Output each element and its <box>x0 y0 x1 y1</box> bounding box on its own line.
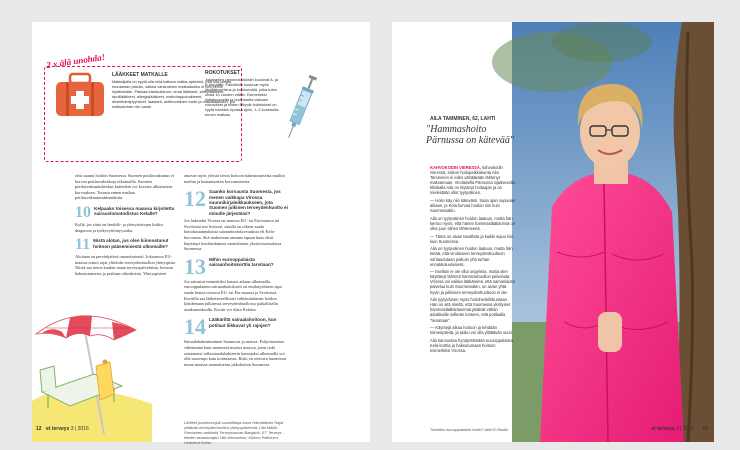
question-11 <box>75 238 179 252</box>
left-page <box>32 22 370 445</box>
meds-text: Matkalijalla on syytä olla mila kattava matka-apteekki, että ulta pärjää muutaman päivän, vaikka varsinainen matkalaukku ei heti perille löytäisikään. Pakkaa käsilaukkuun: omat lääkkeet, särkylääkkeet, ripulilääkkeet, allergialääkkeet, maitohappobakteerit, desinfiointipyyhkeet, laastarit, antibioottinen voide ja matkalääkkeet, jos matkakohde niin vaatii. <box>112 79 235 109</box>
vaccines-box <box>205 70 281 117</box>
magazine-name: et terveys <box>651 426 675 432</box>
answer-12: Jos hakeudut Virossa tai muussa EU- tai Eta-maassa tai Sveitsissä itse hoitoon, sinulla on oikeus saada hoitokustannuksista sairaanhoitokorvauksia eli Kela-korvausta. Sitä maksetaan samaan tapaan kuin olisit käyttänyt hoidatettamasi suomalaisen yksityissairaalassa Suomessa. <box>184 218 282 252</box>
sunbed-illustration <box>34 322 134 412</box>
magazine-name: et terveys <box>46 426 70 432</box>
issue-number: 3 | 2016 <box>70 426 89 432</box>
question-13 <box>184 253 288 279</box>
column-2 <box>184 173 288 367</box>
answer-11: Aloitaan on perehdyttävä omatoimisesti. Jokaisessa EU-maassa toimii rajat ylittävän terveydenhuollon yhteyspiste. Niistä saa tietoa kunkin maan terveyspalveluista, hoitoon hakeutumisesta ja potilaan oikeuksista. Yhteyspisteet <box>75 254 177 276</box>
question-number: 10 <box>75 203 91 221</box>
col2-intro: antavat myös yleistä tietoa hoitoon hakeutumisesta muihin maihin ja kustannusten korvaamisesta. <box>184 173 285 184</box>
question-text: Lääkäriltä sairaalahoitoon, kun potilaat liikkuvat yli rajojen? <box>209 317 277 328</box>
page-number: 12 <box>36 426 42 432</box>
suitcase-icon <box>54 72 106 118</box>
photo-caption: Tunnetko eurooppalaisen kortin? albinTL/Studio <box>430 428 509 432</box>
kicker: KAHVOKODIN VIERESSÄ, <box>430 165 481 170</box>
issue-number: 3 | 2016 <box>676 426 694 432</box>
portrait-photo <box>512 22 714 442</box>
meds-heading: LÄÄKKEET MATKALLE <box>112 72 168 78</box>
paragraph-4: — Tämä on aivan tavallista ja kaikki sujuu niin kuin Suomessa. <box>430 233 514 244</box>
question-number: 12 <box>184 186 206 212</box>
remember-label: 2 x älä unohda! <box>45 51 106 71</box>
right-page <box>392 22 714 442</box>
question-number: 14 <box>184 314 206 340</box>
sources-caption: Lähteet jusstemunjuli suureliittaja Anne Hämäläinen Rajat ylittävän terveydenhuollon yhteyspisteestä, Ulla Mäkiö-Parviainen-antkkeiä Terveysturvan Bangkok, ET Terveys -lehden asiantuntijan Ulla Iekeoniemi, Kimmo Pelkonen Hoitoterä Kelan. <box>184 420 284 445</box>
answer-14: Sairaalahakeutuminen Suomessa ja maissa. Pohjoismaissa vähemmän kuin meneessä muissa maassa, joten riski sairaanarsi tullasairaalabakteerin kantajaksi ulkomailla voi olla suurempi kuin kotimaassa. Riski on otettava huomioon muun muassa ammattiensa jatkohoiton Suomessa. <box>184 339 287 367</box>
question-12 <box>184 186 288 216</box>
paragraph-8: — Käyntejä aikaa hoitoon ja tehdään toimenpiteitä, ja tasku voi olla yllättävän suuri. <box>430 325 514 336</box>
vaccines-heading: ROKOTUKSET <box>205 70 240 76</box>
article-headline: "Hammashoito Pärnussa on kätevää" <box>426 124 515 146</box>
question-text: Kelpaako toisessa maassa kirjoitettu sairauslomatodistus Kelalle? <box>94 205 175 217</box>
answer-10: Kyllä, jos siinä on henkilö- ja yhteystietojen lisäksi diagnoosi ja työkyvyttömyysaika. <box>75 221 164 233</box>
column-1 <box>75 173 179 277</box>
page-number: 13 <box>702 426 708 432</box>
vaccines-text: Jokaisellen perusrokotuksiin kuuluvat A- ja B-hepatiitti. Pakollisiin kuuluvat myös jäykkäkouristus ja kurkkumätä, jotka tulee uusia 10 vuoden välein. Esimerkiksi keltakuumetta ja lavantautia vastaan rokotukset ja niiden liittyvät todistukset on syytä hankkia hyvissä ajoin, 1–2 kuukautta ennen matkaa. <box>205 77 279 117</box>
article-body <box>430 165 516 356</box>
interviewee-name: AILA TAMMINEN, 62, LAHTI <box>430 116 496 122</box>
paragraph-2: — Hoito käy niin kätevästi. Saan ajan sopivaan aikaan, ja Kela korvaa hoidon niin kuin Suomessakin. <box>430 198 516 214</box>
paragraph-3: Aila on tyytyväinen hoidon laatuun, mutta hän kertoo myös, että hänen hammaslääkärinsä on ollut juuri siihen lähteneenä. <box>430 215 516 232</box>
paragraph-7: Aila tyytyväinen myös hoitohenkilökuntaan. Hän on sitä mieltä, että Suomessa yksityiset hammaslääkäriasemat jättävät vähän asiakkaille selkeän tunteen, että potilaalla "tienataan". <box>430 297 511 323</box>
magazine-footer <box>46 426 89 432</box>
syringe-icon <box>286 72 316 142</box>
paragraph-9: Aila kannustaa hyödyntämään eurooppalaista Kela-korttia ja hakeutumaan hoitoon esimerkiksi Virossa. <box>430 337 513 353</box>
paragraph-1: KAHVOKODIN VIERESSÄ, kahvokodin vieressä, siskon hoitopaikkakunta Aila Tamminen ei edes vähääkään lähtenyt maksamaan. Virolaisella Pärnussa sijaitsevalla klinikalla Aila on löytänyt hoitaajan ja on mielestään ollut tyytyväinen. <box>430 165 515 196</box>
question-number: 11 <box>75 236 91 254</box>
paragraph-6: — Itsellani ei ole ollut ongelmia, mutta olen käyttänyt lähinnä hammashuollon palveluita. Virossa voi vaikka lääkäreinä, että samanlaista palvelua kuin Suomessakin, on aivan yhtä hyvin ja julkiseen terveydenhuoltoon ei ole. <box>430 269 515 295</box>
question-text: Saanko korvausta Suomesta, jos menen vaikkapa Virossa suunnikirjaleikkaukseen, jota Suomen julkinen terveydenhuolto ei minulle järjestäisi? <box>209 189 288 216</box>
magazine-footer <box>651 426 694 432</box>
answer-13: Jos sairastut esimerkiksi lomasi aikana ulkomailla, eurooppalainen sairaanhoitokortti on ensikäyttöinen tapa saada hoitoa toisessa EU- tai Eta-maassa ja Sveitsissä. Korttilla saa lääketieteellisesti välttämättömän hoidon kohdemaan julkisessa terveydenhuollossa paikallisella asiakasmaksulla. Kortin voi tilata Kelasta. <box>184 278 282 312</box>
question-number: 13 <box>184 253 206 279</box>
question-10 <box>75 203 179 221</box>
question-14 <box>184 314 288 340</box>
col1-intro: olisi saanut hoidon Suomessa. Suomen potilasvakuutus ei korvaa potilasvahinkoja ulkomailla. Suomen potilasvakuutuskeskus kuitenkin voi korvata ulkomaisen korvauksen. Tutustu ennen matkaa potilasvakuutussäännöksiin. <box>75 173 175 201</box>
question-text: Mistä alotan, jos olen kiinnostunut hoitoon pääsemisestä ulkomaille? <box>93 238 169 249</box>
question-text: Mihin eurooppalaista sairaanhoitokorttia tarvitaan? <box>209 256 274 268</box>
paragraph-5: Aila on tyytyväinen hoidon laatuun, mutta hän tietää, että virolaiseen terveydenhuoltoon suhtaudutaan paikoin yhä turhan ennakkoluuloisesti. <box>430 246 513 267</box>
